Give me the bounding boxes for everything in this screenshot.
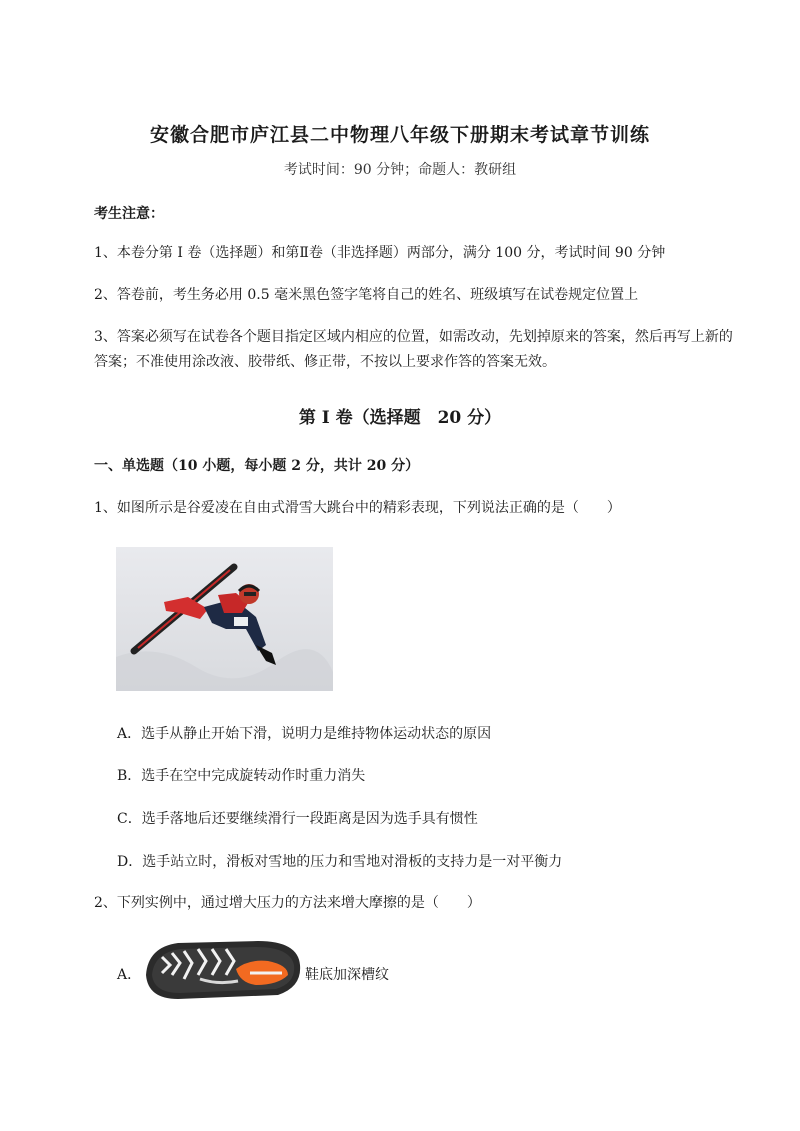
option-a: A．选手从静止开始下滑，说明力是维持物体运动状态的原因 [117,726,492,742]
notice-item: 1、本卷分第 I 卷（选择题）和第Ⅱ卷（非选择题）两部分，满分 100 分，考试时间 90 分钟 [94,245,666,261]
option-b: B．选手在空中完成旋转动作时重力消失 [117,768,366,784]
section-title: 第 I 卷（选择题 20 分） [298,408,502,428]
notice-item: 3、答案必须写在试卷各个题目指定区域内相应的位置，如需改动，先划掉原来的答案，然后再写上新的答案；不准使用涂改液、胶带纸、修正带，不按以上要求作答的答案无效。 [94,329,733,370]
option-a-text: 鞋底加深槽纹 [305,967,389,983]
notice-item: 2、答卷前，考生务必用 0.5 毫米黑色签字笔将自己的姓名、班级填写在试卷规定位置上 [94,287,639,303]
part-heading: 一、单选题（10 小题，每小题 2 分，共计 20 分） [94,458,420,474]
question-stem: 1、如图所示是谷爱凌在自由式滑雪大跳台中的精彩表现，下列说法正确的是（ ） [94,500,621,516]
page-title: 安徽合肥市庐江县二中物理八年级下册期末考试章节训练 [149,124,650,146]
question-stem: 2、下列实例中，通过增大压力的方法来增大摩擦的是（ ） [94,895,481,911]
option-d: D．选手站立时，滑板对雪地的压力和雪地对滑板的支持力是一对平衡力 [117,854,563,870]
shoe-sole-image [138,935,303,1005]
notice-heading: 考生注意： [94,206,164,222]
option-a-letter: A． [117,967,142,983]
exam-info: 考试时间：90 分钟；命题人：教研组 [283,162,517,178]
skier-photo [116,547,333,691]
option-c: C．选手落地后还要继续滑行一段距离是因为选手具有惯性 [117,811,478,827]
